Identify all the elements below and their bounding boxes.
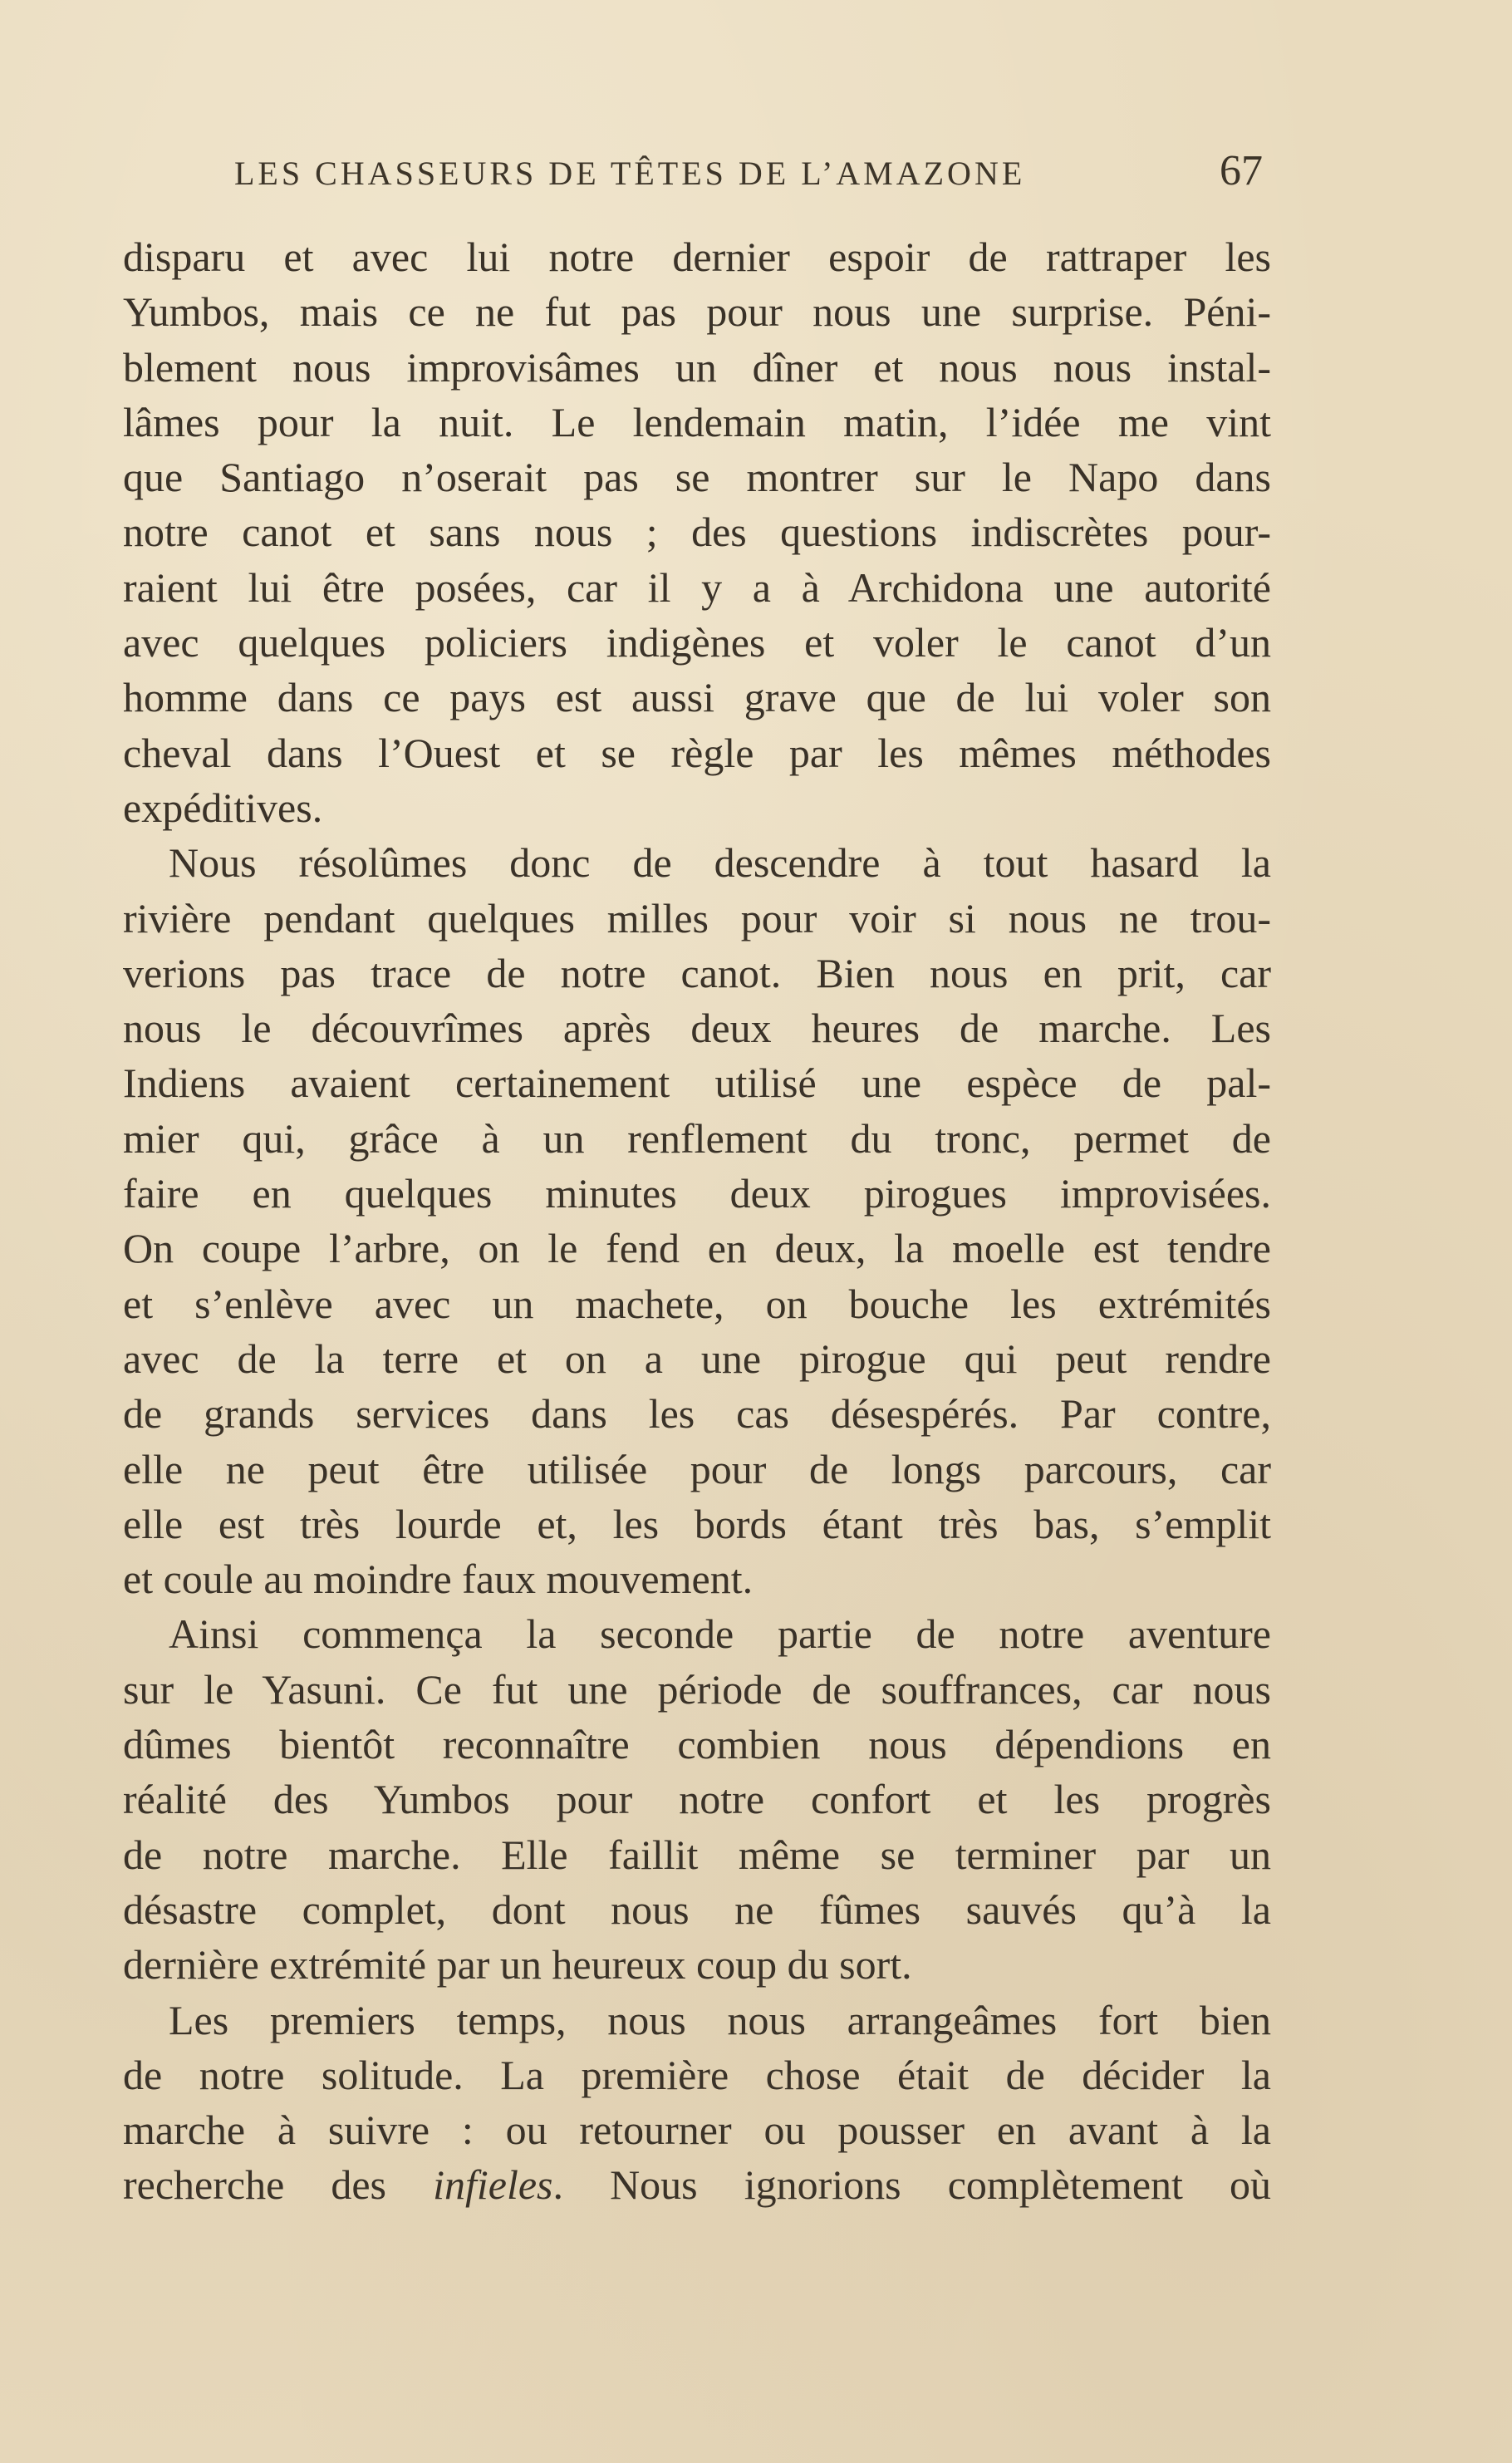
- text-line: verions pas trace de notre canot. Bien nous en prit, car: [123, 949, 1271, 996]
- text-line: Yumbos, mais ce ne fut pas pour nous une surprise. Péni-: [123, 288, 1271, 336]
- italic-word: infieles: [433, 2161, 553, 2209]
- text-line: et coule au moindre faux mouvement.: [123, 1556, 754, 1603]
- paragraph-4: [123, 1993, 1271, 2213]
- text-line: rivière pendant quelques milles pour voir si nous ne trou-: [123, 894, 1271, 941]
- text-line: disparu et avec lui notre dernier espoir de rattraper les: [123, 234, 1271, 280]
- text-line: nous le découvrîmes après deux heures de marche. Les: [123, 1005, 1271, 1052]
- text-segment: recherche des: [123, 2161, 434, 2209]
- text-line-final: [123, 2157, 1271, 2212]
- text-line: expéditives.: [123, 784, 323, 831]
- text-line: Les premiers temps, nous nous arrangeâmes fort bien: [169, 1996, 1271, 2043]
- paragraph-2: [123, 835, 1271, 1606]
- text-line: mier qui, grâce à un renflement du tronc, permet de: [123, 1114, 1271, 1162]
- text-line: raient lui être posées, car il y a à Archidona une autorité: [123, 563, 1271, 611]
- text-line: lâmes pour la nuit. Le lendemain matin, l’idée me vint: [123, 398, 1271, 445]
- text-segment: . Nous ignorions complètement où: [552, 2161, 1271, 2209]
- text-line: réalité des Yumbos pour notre confort et les progrès: [123, 1776, 1271, 1823]
- text-line: On coupe l’arbre, on le fend en deux, la moelle est tendre: [123, 1225, 1271, 1272]
- text-line: Nous résolûmes donc de descendre à tout hasard la: [169, 839, 1271, 887]
- text-line: avec de la terre et on a une pirogue qui peut rendre: [123, 1335, 1271, 1382]
- text-line: notre canot et sans nous ; des questions indiscrètes pour-: [123, 509, 1271, 556]
- text-line: que Santiago n’oserait pas se montrer sur le Napo dans: [123, 454, 1271, 501]
- text-line: dernière extrémité par un heureux coup du sort.: [123, 1941, 912, 1989]
- text-line: de notre marche. Elle faillit même se terminer par un: [123, 1831, 1271, 1878]
- text-line: cheval dans l’Ouest et se règle par les mêmes méthodes: [123, 729, 1271, 776]
- text-line: blement nous improvisâmes un dîner et nous nous instal-: [123, 343, 1271, 391]
- text-line: sur le Yasuni. Ce fut une période de souffrances, car nous: [123, 1665, 1271, 1713]
- text-line: dûmes bientôt reconnaître combien nous dépendions en: [123, 1721, 1271, 1768]
- text-line: elle ne peut être utilisée pour de longs parcours, car: [123, 1445, 1271, 1492]
- text-line: de notre solitude. La première chose était de décider la: [123, 2051, 1271, 2098]
- text-line: Ainsi commença la seconde partie de notre aventure: [169, 1610, 1271, 1658]
- text-line: et s’enlève avec un machete, on bouche les extrémités: [123, 1280, 1271, 1327]
- body-text: [123, 229, 1271, 2213]
- page-number: 67: [1220, 147, 1263, 194]
- text-line: homme dans ce pays est aussi grave que de lui voler son: [123, 674, 1271, 721]
- text-line: désastre complet, dont nous ne fûmes sauvés qu’à la: [123, 1885, 1271, 1933]
- text-line: avec quelques policiers indigènes et voler le canot d’un: [123, 619, 1271, 666]
- running-title: LES CHASSEURS DE TÊTES DE L’AMAZONE: [234, 155, 1026, 192]
- paragraph-1: [123, 229, 1271, 835]
- paragraph-3: [123, 1606, 1271, 1992]
- text-line: elle est très lourde et, les bords étant très bas, s’emplit: [123, 1500, 1271, 1547]
- text-line: de grands services dans les cas désespérés. Par contre,: [123, 1390, 1271, 1438]
- text-line: marche à suivre : ou retourner ou pousser en avant à la: [123, 2107, 1271, 2154]
- text-line: Indiens avaient certainement utilisé une espèce de pal-: [123, 1059, 1271, 1107]
- text-line: faire en quelques minutes deux pirogues improvisées.: [123, 1170, 1271, 1217]
- page-header: [234, 146, 1263, 201]
